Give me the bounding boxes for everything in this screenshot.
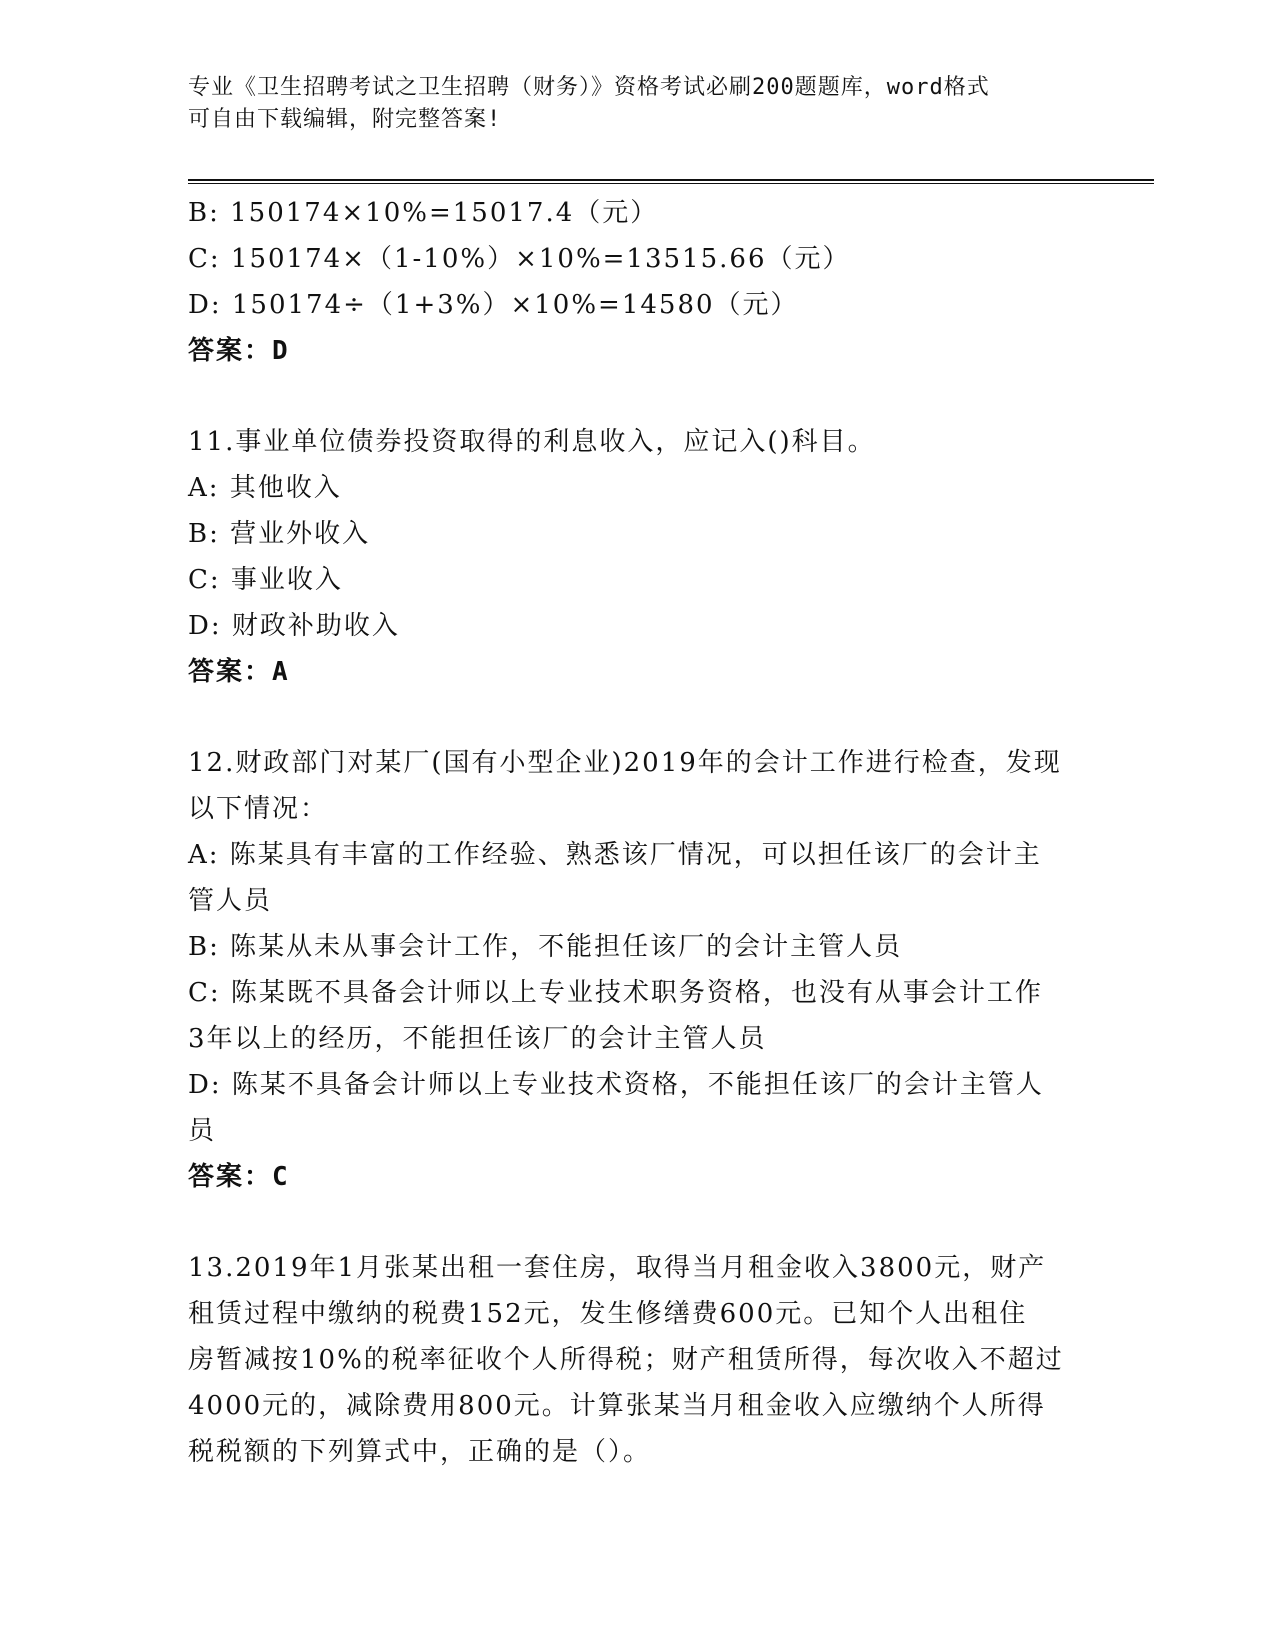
question-stem-line-2: 租赁过程中缴纳的税费152元，发生修缮费600元。已知个人出租住 [188, 1299, 1028, 1329]
option-c: C: 事业收入 [188, 565, 343, 595]
option-d-line-1: D: 陈某不具备会计师以上专业技术资格，不能担任该厂的会计主管人 [188, 1070, 1044, 1100]
answer: 答案：C [188, 1162, 290, 1192]
header-rule-thick [188, 179, 1154, 181]
answer: 答案：D [188, 336, 290, 366]
header-line-2: 可自由下载编辑，附完整答案! [188, 107, 502, 132]
question-13 [188, 1245, 1088, 1475]
option-a: A: 其他收入 [188, 473, 342, 503]
option-c-line-1: C: 陈某既不具备会计师以上专业技术职务资格，也没有从事会计工作 [188, 978, 1043, 1008]
document-header [188, 72, 1088, 136]
option-c-line-2: 3年以上的经历，不能担任该厂的会计主管人员 [188, 1024, 767, 1054]
question-stem-line-4: 4000元的，减除费用800元。计算张某当月租金收入应缴纳个人所得 [188, 1391, 1046, 1421]
option-a-line-1: A: 陈某具有丰富的工作经验、熟悉该厂情况，可以担任该厂的会计主 [188, 840, 1042, 870]
header-rule-thin [188, 183, 1154, 184]
option-d: D: 150174÷（1+3%）×10%=14580（元） [188, 290, 799, 320]
question-stem: 11.事业单位债券投资取得的利息收入，应记入()科目。 [188, 427, 876, 457]
option-b: B: 营业外收入 [188, 519, 371, 549]
option-a-line-2: 管人员 [188, 886, 273, 916]
question-stem-line-2: 以下情况： [188, 794, 329, 824]
question-11 [188, 419, 1088, 695]
document-body [188, 190, 1088, 1475]
question-stem-line-1: 12.财政部门对某厂(国有小型企业)2019年的会计工作进行检查，发现 [188, 748, 1062, 778]
question-stem-line-5: 税税额的下列算式中，正确的是（）。 [188, 1437, 652, 1467]
header-line-1: 专业《卫生招聘考试之卫生招聘（财务）》资格考试必刷200题题库，word格式 [188, 75, 990, 100]
option-d: D: 财政补助收入 [188, 611, 400, 641]
question-12 [188, 740, 1088, 1200]
answer: 答案：A [188, 657, 290, 687]
option-b: B: 150174×10%=15017.4（元） [188, 198, 659, 228]
option-b: B: 陈某从未从事会计工作，不能担任该厂的会计主管人员 [188, 932, 903, 962]
question-10-remainder [188, 190, 1088, 374]
option-d-line-2: 员 [188, 1116, 217, 1146]
question-stem-line-1: 13.2019年1月张某出租一套住房，取得当月租金收入3800元，财产 [188, 1253, 1047, 1283]
question-stem-line-3: 房暂减按10%的税率征收个人所得税；财产租赁所得，每次收入不超过 [188, 1345, 1064, 1375]
option-c: C: 150174×（1-10%）×10%=13515.66（元） [188, 244, 851, 274]
